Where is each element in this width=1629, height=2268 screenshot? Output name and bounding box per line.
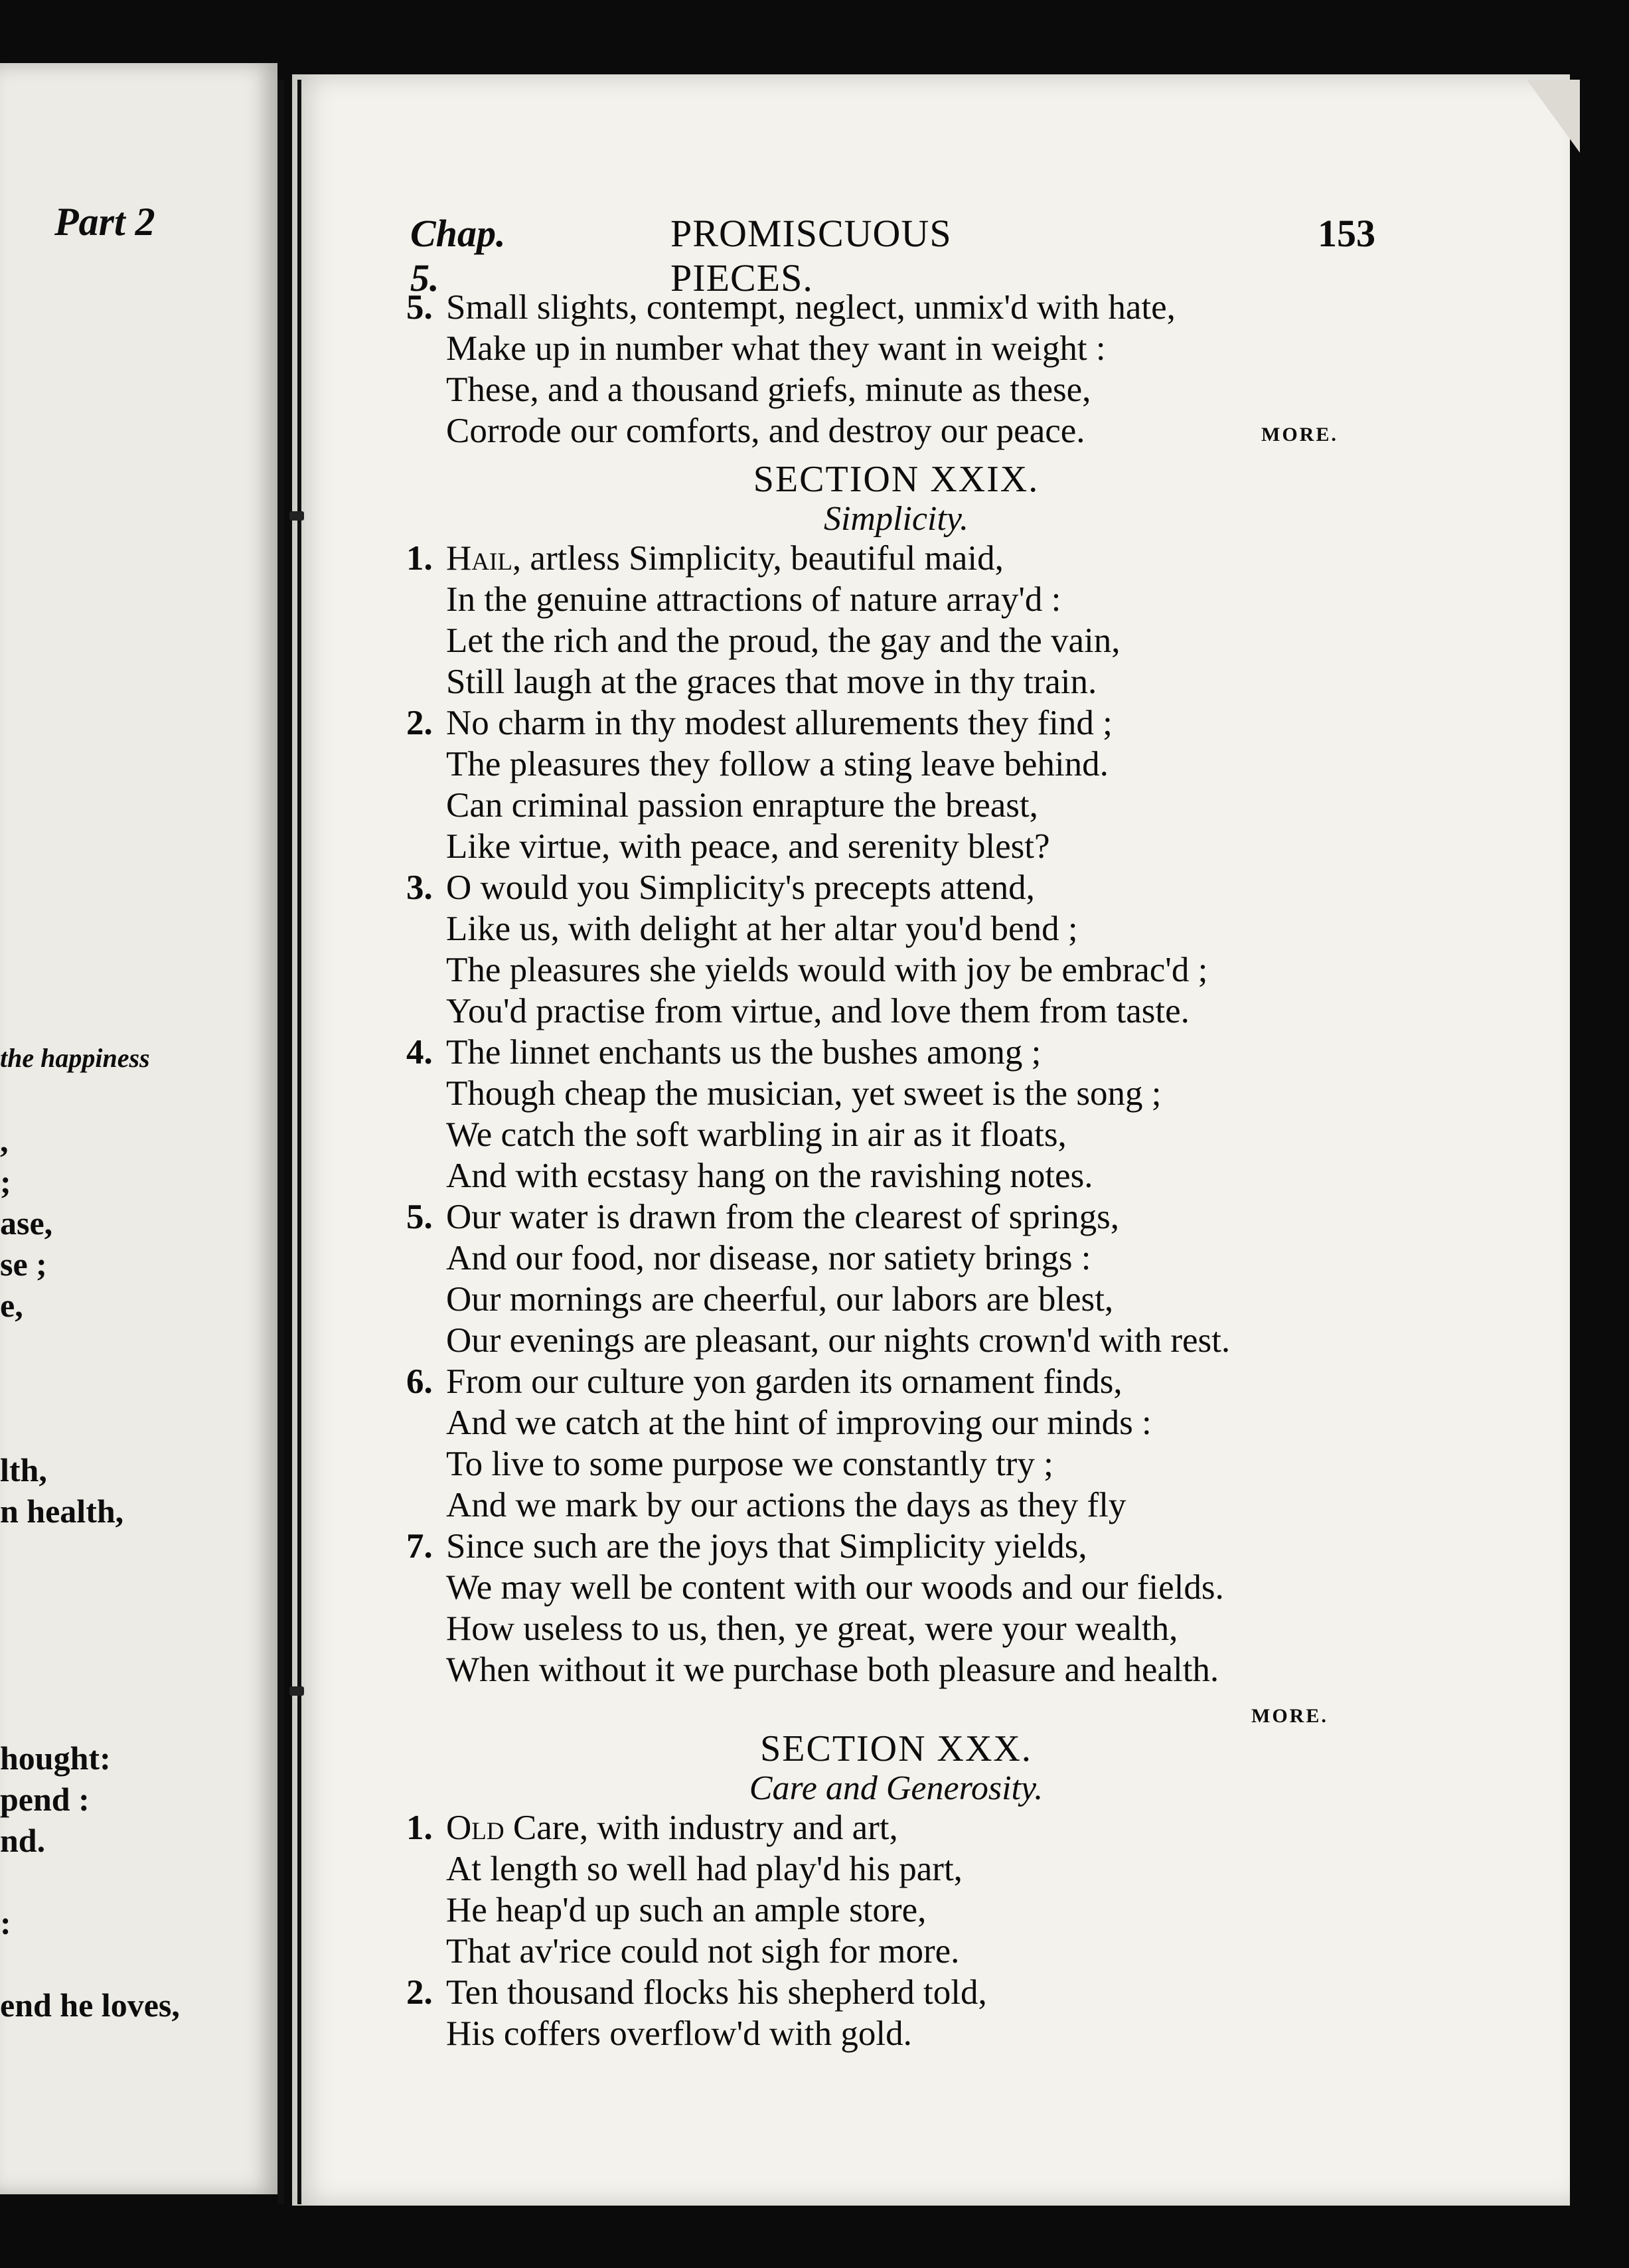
drop-word: Old: [446, 1809, 504, 1847]
verse-line: When without it we purchase both pleasure and health.: [446, 1651, 1219, 1689]
left-page: [0, 63, 277, 2194]
stitch-mark: [289, 1686, 304, 1696]
binding-thread: [297, 80, 301, 2204]
section-heading: SECTION XXIX.: [753, 459, 1040, 500]
left-fragment: pend :: [0, 1781, 90, 1818]
stanza-number: 7.: [406, 1527, 433, 1566]
verse-line: We may well be content with our woods and our fields.: [446, 1568, 1224, 1607]
verse-line: Our evenings are pleasant, our nights crown'd with rest.: [446, 1321, 1231, 1360]
verse-line: And we mark by our actions the days as they fly: [446, 1486, 1126, 1524]
section-heading: SECTION XXX.: [760, 1728, 1032, 1769]
verse-line: Our mornings are cheerful, our labors are blest,: [446, 1280, 1114, 1319]
verse-line: Like us, with delight at her altar you'd bend ;: [446, 910, 1078, 948]
left-fragment: ase,: [0, 1204, 53, 1242]
left-fragment: end he loves,: [0, 1986, 180, 2024]
page-number: 153: [1318, 212, 1375, 255]
left-fragment: n health,: [0, 1493, 124, 1530]
stanza-number: 1.: [406, 1809, 433, 1847]
verse-line: 2. No charm in thy modest allurements they find ;: [406, 704, 1113, 742]
verse-line: 5. Small slights, contempt, neglect, unmix'd with hate,: [406, 288, 1176, 327]
verse-line: 1. Hail, artless Simplicity, beautiful maid,: [406, 539, 1004, 578]
verse-line: How useless to us, then, ye great, were your wealth,: [446, 1609, 1178, 1648]
page-title: PROMISCUOUS PIECES.: [670, 212, 952, 299]
verse-line: And with ecstasy hang on the ravishing notes.: [446, 1157, 1093, 1195]
verse-line: 5. Our water is drawn from the clearest of springs,: [406, 1198, 1120, 1236]
verse-line: 6. From our culture yon garden its ornament finds,: [406, 1362, 1123, 1401]
stanza-number: 2.: [406, 1973, 433, 2012]
left-fragment: se ;: [0, 1246, 47, 1283]
left-fragment: hought:: [0, 1740, 111, 1777]
author-attribution: MORE.: [1251, 1705, 1328, 1727]
verse-line: These, and a thousand griefs, minute as these,: [446, 370, 1091, 409]
verse-line: To live to some purpose we constantly try ;: [446, 1445, 1053, 1483]
part-label: Part 2: [54, 200, 155, 244]
verse-line: 4. The linnet enchants us the bushes among ;: [406, 1033, 1042, 1072]
stanza-number: 2.: [406, 704, 433, 742]
left-fragment: :: [0, 1904, 11, 1941]
stanza-number: 3.: [406, 868, 433, 907]
stanza-number: 5.: [406, 1198, 433, 1236]
left-fragment: ,: [0, 1122, 9, 1159]
verse-line: At length so well had play'd his part,: [446, 1850, 963, 1888]
left-fragment: e,: [0, 1287, 23, 1324]
left-fragment: nd.: [0, 1822, 46, 1859]
verse-line: 3. O would you Simplicity's precepts attend,: [406, 868, 1035, 907]
verse-line: 1. Old Care, with industry and art,: [406, 1809, 898, 1847]
verse-line: Make up in number what they want in weight :: [446, 329, 1106, 368]
verse-line: Though cheap the musician, yet sweet is the song ;: [446, 1074, 1162, 1113]
stanza-number: 4.: [406, 1033, 433, 1072]
verse-line: He heap'd up such an ample store,: [446, 1891, 927, 1929]
verse-line: We catch the soft warbling in air as it floats,: [446, 1115, 1067, 1154]
section-subtitle: Simplicity.: [823, 500, 969, 538]
verse-line: His coffers overflow'd with gold.: [446, 2014, 912, 2053]
stanza-number: 1.: [406, 539, 433, 578]
stanza-number: 6.: [406, 1362, 433, 1401]
binding-edge: [277, 80, 284, 2204]
author-attribution: MORE.: [1261, 424, 1338, 446]
chapter-label: Chap. 5.: [410, 212, 506, 299]
left-fragment: ;: [0, 1163, 11, 1200]
verse-line: The pleasures they follow a sting leave behind.: [446, 745, 1109, 783]
verse-line: You'd practise from virtue, and love them from taste.: [446, 992, 1190, 1030]
drop-word: Hail,: [446, 539, 522, 578]
verse-line: Let the rich and the proud, the gay and the vain,: [446, 621, 1121, 660]
verse-line: That av'rice could not sigh for more.: [446, 1932, 960, 1971]
verse-line: 7. Since such are the joys that Simplicity yields,: [406, 1527, 1087, 1566]
left-fragment: the happiness: [0, 1043, 150, 1073]
verse-line: In the genuine attractions of nature array'd :: [446, 580, 1061, 619]
verse-line: And our food, nor disease, nor satiety brings :: [446, 1239, 1091, 1277]
verse-line: 2. Ten thousand flocks his shepherd told,: [406, 1973, 987, 2012]
verse-line: Still laugh at the graces that move in thy train.: [446, 663, 1097, 701]
verse-line: Corrode our comforts, and destroy our peace.: [446, 412, 1085, 450]
verse-line: Can criminal passion enrapture the breast,: [446, 786, 1038, 825]
left-fragment: lth,: [0, 1451, 47, 1489]
verse-line: And we catch at the hint of improving our minds :: [446, 1404, 1152, 1442]
verse-line: The pleasures she yields would with joy be embrac'd ;: [446, 951, 1208, 989]
verse-line: Like virtue, with peace, and serenity blest?: [446, 827, 1050, 866]
stanza-number: 5.: [406, 288, 433, 327]
section-subtitle: Care and Generosity.: [749, 1769, 1044, 1807]
